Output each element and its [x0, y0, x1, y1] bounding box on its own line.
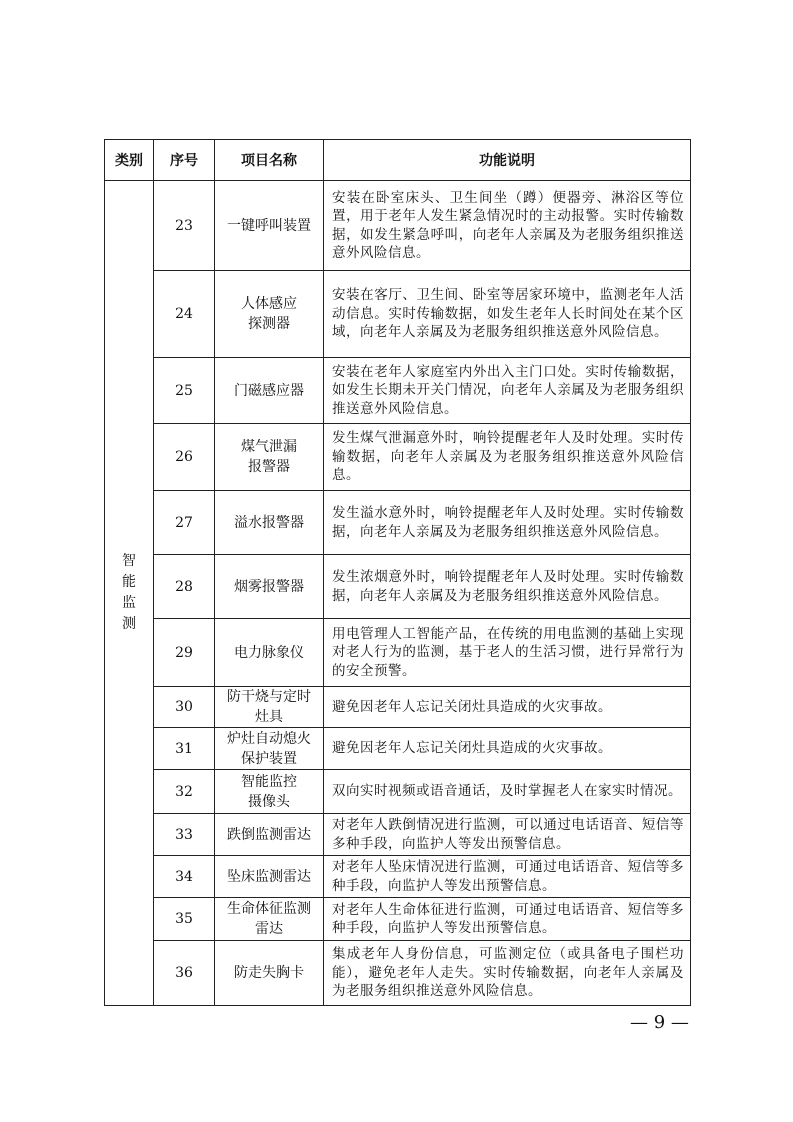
- item-name-cell: 坠床监测雷达: [215, 856, 324, 898]
- item-name-cell: 一键呼叫装置: [215, 181, 324, 271]
- seq-cell: 25: [154, 358, 215, 424]
- table-row: [105, 491, 691, 555]
- seq-cell: 36: [154, 941, 215, 1006]
- seq-cell: 24: [154, 271, 215, 358]
- table-row: [105, 181, 691, 271]
- seq-cell: 32: [154, 770, 215, 814]
- function-desc-cell: 避免因老年人忘记关闭灶具造成的火灾事故。: [324, 728, 691, 770]
- item-name-cell: 溢水报警器: [215, 491, 324, 555]
- seq-cell: 35: [154, 898, 215, 941]
- item-name-cell: 炉灶自动熄火 保护装置: [215, 728, 324, 770]
- function-desc-cell: 用电管理人工智能产品，在传统的用电监测的基础上实现对老人行为的监测，基于老人的生活习惯，进行异常行为的安全预警。: [324, 619, 691, 687]
- table-row: [105, 856, 691, 898]
- item-name-cell: 生命体征监测 雷达: [215, 898, 324, 941]
- table-row: [105, 898, 691, 941]
- seq-cell: 34: [154, 856, 215, 898]
- equipment-table: [104, 139, 691, 1006]
- category-label: 智能监测: [122, 553, 136, 632]
- table-row: [105, 814, 691, 856]
- category-cell: [105, 181, 154, 1006]
- item-name-cell: 电力脉象仪: [215, 619, 324, 687]
- table-row: [105, 941, 691, 1006]
- seq-cell: 28: [154, 555, 215, 619]
- item-name-cell: 跌倒监测雷达: [215, 814, 324, 856]
- page-number: — 9 —: [630, 1012, 689, 1033]
- seq-cell: 27: [154, 491, 215, 555]
- header-seq: 序号: [154, 140, 215, 181]
- seq-cell: 23: [154, 181, 215, 271]
- table-row: [105, 728, 691, 770]
- function-desc-cell: 双向实时视频或语音通话，及时掌握老人在家实时情况。: [324, 770, 691, 814]
- header-category: 类别: [105, 140, 154, 181]
- seq-cell: 31: [154, 728, 215, 770]
- table-row: [105, 424, 691, 491]
- function-desc-cell: 发生溢水意外时，响铃提醒老年人及时处理。实时传输数据，向老年人亲属及为老服务组织推送意外风险信息。: [324, 491, 691, 555]
- function-desc-cell: 对老年人坠床情况进行监测，可通过电话语音、短信等多种手段，向监护人等发出预警信息。: [324, 856, 691, 898]
- item-name-cell: 防走失胸卡: [215, 941, 324, 1006]
- function-desc-cell: 对老年人生命体征进行监测，可通过电话语音、短信等多种手段，向监护人等发出预警信息。: [324, 898, 691, 941]
- item-name-cell: 防干烧与定时 灶具: [215, 687, 324, 728]
- item-name-cell: 烟雾报警器: [215, 555, 324, 619]
- function-desc-cell: 安装在卧室床头、卫生间坐（蹲）便器旁、淋浴区等位置，用于老年人发生紧急情况时的主动报警。实时传输数据，如发生紧急呼叫，向老年人亲属及为老服务组织推送意外风险信息。: [324, 181, 691, 271]
- table-row: [105, 555, 691, 619]
- table-row: [105, 770, 691, 814]
- equipment-table-container: [104, 139, 690, 1006]
- function-desc-cell: 安装在老年人家庭室内外出入主门口处。实时传输数据，如发生长期未开关门情况，向老年人亲属及为老服务组织推送意外风险信息。: [324, 358, 691, 424]
- item-name-cell: 智能监控 摄像头: [215, 770, 324, 814]
- header-function: 功能说明: [324, 140, 691, 181]
- function-desc-cell: 发生浓烟意外时，响铃提醒老年人及时处理。实时传输数据，向老年人亲属及为老服务组织推送意外风险信息。: [324, 555, 691, 619]
- function-desc-cell: 发生煤气泄漏意外时，响铃提醒老年人及时处理。实时传输数据，向老年人亲属及为老服务组织推送意外风险信息。: [324, 424, 691, 491]
- seq-cell: 26: [154, 424, 215, 491]
- table-header-row: [105, 140, 691, 181]
- table-row: [105, 619, 691, 687]
- function-desc-cell: 避免因老年人忘记关闭灶具造成的火灾事故。: [324, 687, 691, 728]
- table-row: [105, 687, 691, 728]
- function-desc-cell: 安装在客厅、卫生间、卧室等居家环境中，监测老年人活动信息。实时传输数据，如发生老年人长时间处在某个区域，向老年人亲属及为老服务组织推送意外风险信息。: [324, 271, 691, 358]
- seq-cell: 30: [154, 687, 215, 728]
- function-desc-cell: 集成老年人身份信息，可监测定位（或具备电子围栏功能），避免老年人走失。实时传输数据，向老年人亲属及为老服务组织推送意外风险信息。: [324, 941, 691, 1006]
- header-item-name: 项目名称: [215, 140, 324, 181]
- item-name-cell: 人体感应 探测器: [215, 271, 324, 358]
- seq-cell: 29: [154, 619, 215, 687]
- function-desc-cell: 对老年人跌倒情况进行监测，可以通过电话语音、短信等多种手段，向监护人等发出预警信息。: [324, 814, 691, 856]
- seq-cell: 33: [154, 814, 215, 856]
- item-name-cell: 门磁感应器: [215, 358, 324, 424]
- table-row: [105, 271, 691, 358]
- table-row: [105, 358, 691, 424]
- item-name-cell: 煤气泄漏 报警器: [215, 424, 324, 491]
